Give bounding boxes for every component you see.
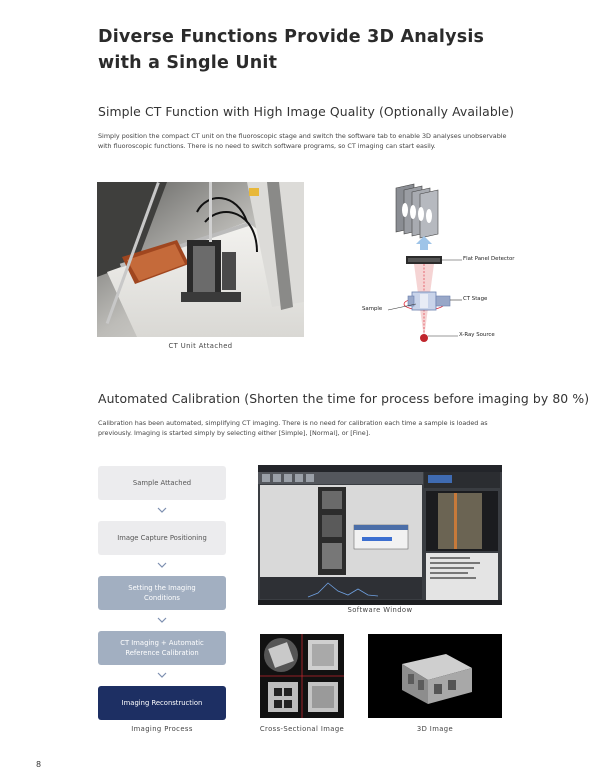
chevron-down-icon (156, 560, 168, 570)
x-ray-source (420, 334, 428, 342)
3d-image-caption: 3D Image (416, 725, 454, 733)
up-arrow-icon (416, 236, 432, 250)
software-window-caption: Software Window (347, 606, 413, 614)
section-calibration-paragraph-line-2: previously. Imaging is started simply by selecting either [Simple], [Normal], or [Fine]. (98, 429, 371, 437)
label-flat-panel-detector: Flat Panel Detector (463, 256, 515, 262)
chevron-down-icon (156, 615, 168, 625)
section-calibration-heading: Automated Calibration (Shorten the time for process before imaging by 80 %) (98, 391, 590, 406)
page-title (98, 24, 518, 76)
section-calibration-paragraph (98, 418, 538, 438)
projection-images (396, 184, 438, 238)
ct-schematic-diagram (358, 180, 538, 350)
section-calibration-paragraph-line-1: Calibration has been automated, simplifying CT imaging. There is no need for calibration each time a sample is loaded as (98, 419, 488, 427)
process-step-label-line-1: CT Imaging + Automatic (120, 639, 204, 647)
label-ct-stage: CT Stage (463, 296, 488, 302)
section-ct-paragraph-line-2: with fluoroscopic functions. There is no need to switch software programs, so CT imaging can start easily. (98, 142, 436, 150)
chevron-down-icon (156, 670, 168, 680)
section-ct-heading: Simple CT Function with High Image Quality (Optionally Available) (98, 104, 515, 119)
process-step-label-line-1: Setting the Imaging (128, 584, 196, 592)
process-step-image-capture-positioning (98, 521, 226, 555)
chevron-down-icon (156, 505, 168, 515)
ct-unit-photo (97, 182, 304, 337)
process-step-label: Image Capture Positioning (117, 534, 207, 542)
label-x-ray-source: X-Ray Source (459, 332, 495, 338)
process-step-label-line-2: Reference Calibration (125, 649, 199, 657)
process-step-sample-attached (98, 466, 226, 500)
process-step-setting-imaging-conditions (98, 576, 226, 610)
page-title-line-1: Diverse Functions Provide 3D Analysis (98, 27, 485, 47)
cross-sectional-image (260, 634, 344, 718)
cross-sectional-caption: Cross-Sectional Image (259, 725, 345, 733)
section-ct-paragraph (98, 131, 538, 151)
page-number: 8 (36, 760, 42, 769)
software-window-screenshot (258, 465, 502, 605)
page-title-line-2: with a Single Unit (98, 53, 278, 73)
process-step-imaging-reconstruction (98, 686, 226, 720)
imaging-process-caption: Imaging Process (131, 725, 193, 733)
process-step-label: Imaging Reconstruction (121, 699, 203, 707)
label-sample: Sample (362, 306, 383, 312)
ct-unit-caption: CT Unit Attached (168, 342, 233, 350)
process-step-ct-imaging-calibration (98, 631, 226, 665)
3d-image (368, 634, 502, 718)
process-step-label: Sample Attached (132, 479, 192, 487)
section-ct-paragraph-line-1: Simply position the compact CT unit on the fluoroscopic stage and switch the software tab to enable 3D analyses unobservable (98, 132, 507, 140)
process-step-label-line-2: Conditions (144, 594, 180, 602)
